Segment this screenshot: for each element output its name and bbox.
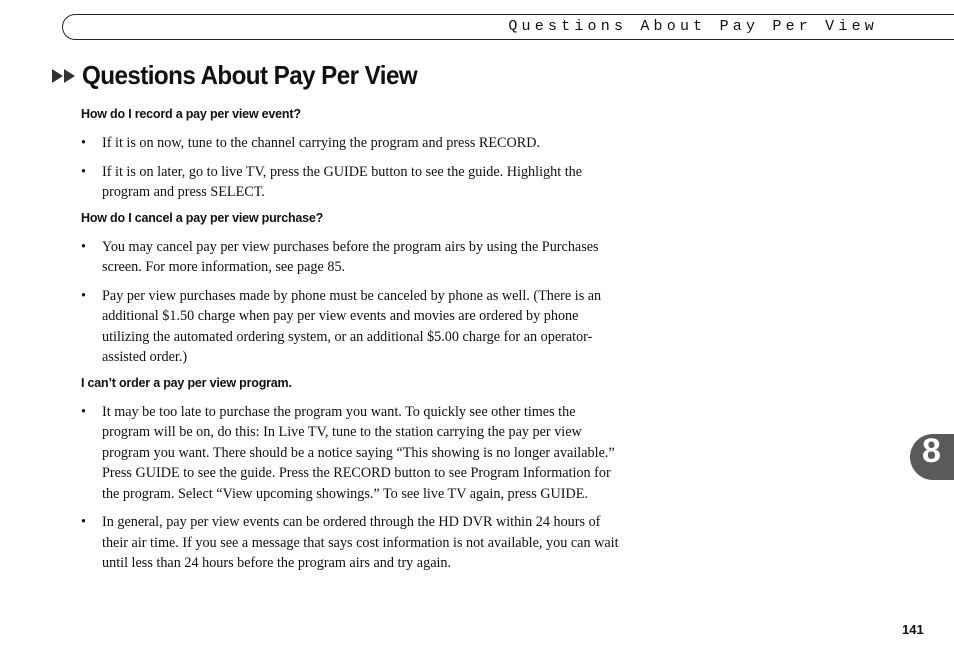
running-header: Questions About Pay Per View [508,18,878,35]
faq-section [81,107,621,203]
answer-list [81,237,621,368]
chapter-number: 8 [922,432,941,470]
bullet-glyph: • [81,135,86,151]
answer-item [81,286,621,368]
page-number: 141 [902,622,924,637]
answer-list [81,402,621,574]
answer-text: You may cancel pay per view purchases before the program airs by using the Purchases screen. For more information, see page 85. [102,238,599,275]
answer-text: If it is on later, go to live TV, press the GUIDE button to see the guide. Highlight the program and press SELECT. [102,163,583,200]
faq-section [81,376,621,574]
answer-item [81,133,621,154]
bullet-glyph: • [81,163,86,180]
fast-forward-icon [52,69,76,83]
bullet-glyph: • [81,238,86,255]
answer-text: It may be too late to purchase the program you want. To quickly see other times the program will be on, do this: In Live TV, tune to the station carrying the pay per view program you want. There should be a notice saying “This showing is no longer available.” Press GUIDE to see the guide. Press the RECORD button to see Program Information for the program. Select “View upcoming showings.” To see live TV again, press GUIDE. [102,403,615,502]
bullet-glyph: • [81,403,86,420]
answer-text: Pay per view purchases made by phone must be canceled by phone as well. (There is an additional $1.50 charge when pay per view events and movies are ordered by phone utilizing the automated ordering system, or an additional $5.00 charge for an operator-assisted order.) [102,287,602,365]
page-title: Questions About Pay Per View [82,60,418,90]
answer-item [81,237,621,278]
answer-text: If it is on now, tune to the channel carrying the program and press RECORD. [102,135,541,151]
title-row [52,60,442,91]
answer-item [81,162,621,203]
answer-item [81,512,621,574]
faq-question: How do I cancel a pay per view purchase? [81,210,324,225]
bullet-glyph: • [81,287,86,304]
answer-list [81,133,621,203]
faq-question: How do I record a pay per view event? [81,107,301,121]
answer-item [81,402,621,505]
answer-text: In general, pay per view events can be ordered through the HD DVR within 24 hours of their air time. If you see a message that says cost information is not available, you can wait until less than 24 hours before the program airs and try again. [102,514,619,571]
faq-content [81,107,621,582]
faq-section [81,211,621,368]
faq-question: I can’t order a pay per view program. [81,375,292,390]
bullet-glyph: • [81,514,86,530]
